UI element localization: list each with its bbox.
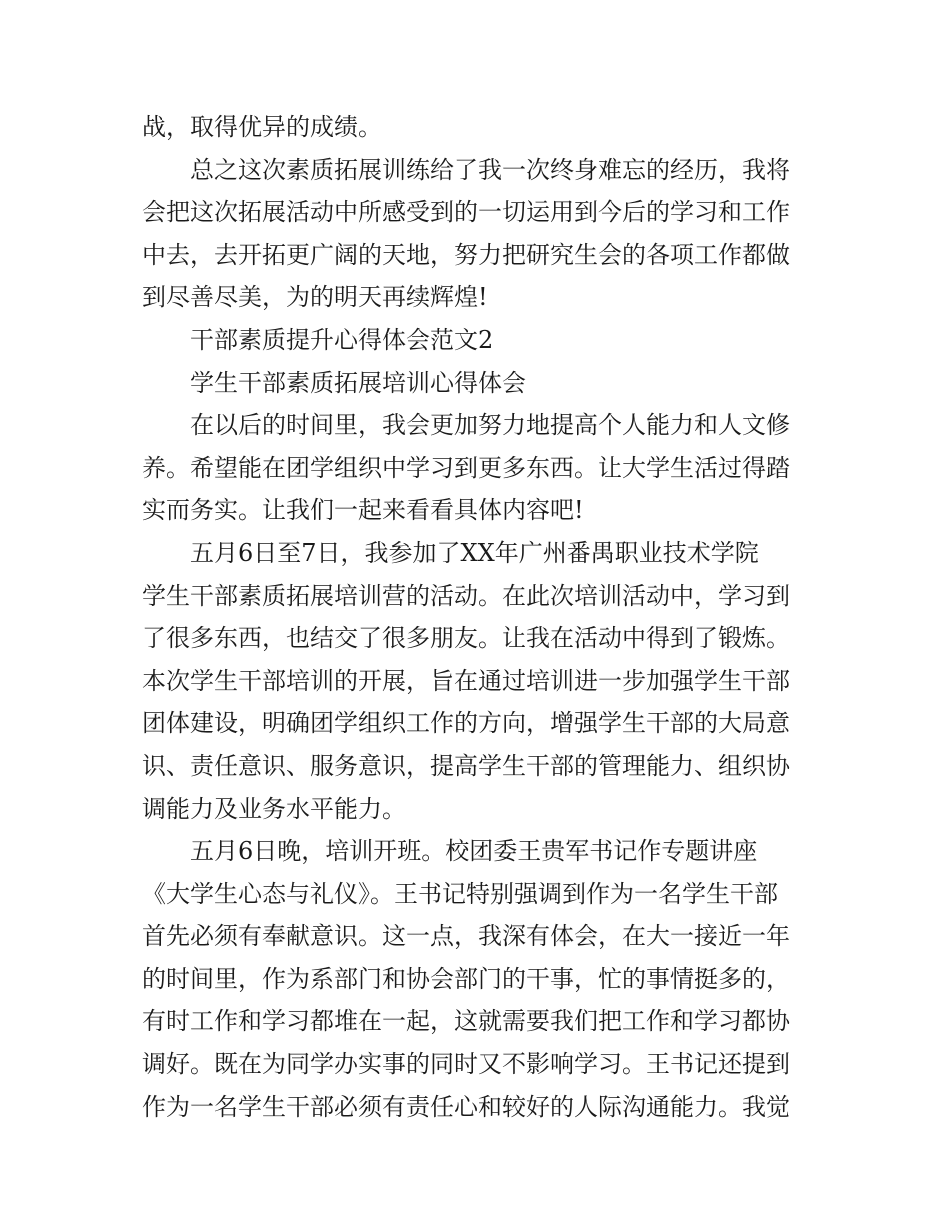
text-line-16: 识、责任意识、服务意识，提高学生干部的管理能力、组织协: [142, 751, 790, 780]
document-body: [142, 106, 814, 1128]
text-line-9: 养。希望能在团学组织中学习到更多东西。让大学生活过得踏: [142, 453, 790, 482]
text-line-5: 到尽善尽美，为的明天再续辉煌!: [142, 283, 488, 312]
text-line-11: 五月6日至7日，我参加了XX年广州番禺职业技术学院: [190, 538, 759, 567]
text-line-2: 总之这次素质拓展训练给了我一次终身难忘的经历，我将: [190, 155, 790, 184]
text-line-8: 在以后的时间里，我会更加努力地提高个人能力和人文修: [190, 411, 790, 440]
text-line-12: 学生干部素质拓展培训营的活动。在此次培训活动中，学习到: [142, 581, 790, 610]
text-line-24: 作为一名学生干部必须有责任心和较好的人际沟通能力。我觉: [142, 1092, 790, 1121]
text-line-23: 调好。既在为同学办实事的同时又不影响学习。王书记还提到: [142, 1050, 790, 1079]
article-title: 学生干部素质拓展培训心得体会: [190, 368, 526, 397]
text-line-21: 的时间里，作为系部门和协会部门的干事，忙的事情挺多的，: [142, 964, 790, 993]
text-line-18: 五月6日晚，培训开班。校团委王贵军书记作专题讲座: [190, 837, 758, 866]
text-line-13: 了很多东西，也结交了很多朋友。让我在活动中得到了锻炼。: [142, 624, 790, 653]
text-line-4: 中去，去开拓更广阔的天地，努力把研究生会的各项工作都做: [142, 240, 790, 269]
text-line-19: 《大学生心态与礼仪》。王书记特别强调到作为一名学生干部: [142, 879, 778, 908]
text-line-20: 首先必须有奉献意识。这一点，我深有体会，在大一接近一年: [142, 922, 790, 951]
text-line-15: 团体建设，明确团学组织工作的方向，增强学生干部的大局意: [142, 709, 790, 738]
text-line-17: 调能力及业务水平能力。: [142, 794, 406, 823]
text-line-3: 会把这次拓展活动中所感受到的一切运用到今后的学习和工作: [142, 198, 790, 227]
text-line-14: 本次学生干部培训的开展，旨在通过培训进一步加强学生干部: [142, 666, 790, 695]
text-line-10: 实而务实。让我们一起来看看具体内容吧!: [142, 496, 584, 525]
text-line-1: 战，取得优异的成绩。: [142, 113, 382, 141]
section-title-2: 干部素质提升心得体会范文2: [190, 325, 494, 354]
text-line-22: 有时工作和学习都堆在一起，这就需要我们把工作和学习都协: [142, 1007, 790, 1036]
